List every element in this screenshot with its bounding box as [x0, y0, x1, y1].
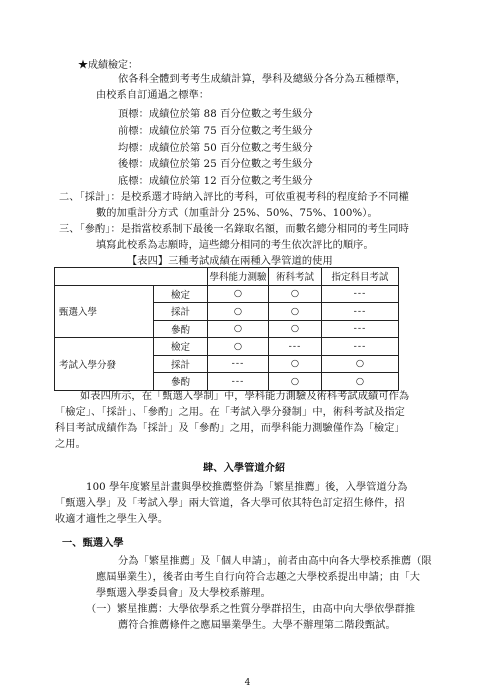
table-header-gsat: 學科能力測驗 [208, 268, 269, 286]
table-cell: ○ [269, 355, 322, 373]
explain-line3: 科目考試成績作為「採計」及「參酌」之用，而學科能力測驗僅作為「檢定」 [55, 423, 405, 434]
table-cell: ○ [269, 320, 322, 338]
row-label: 檢定 [154, 285, 208, 303]
item3-line2: 填寫此校系為志願時，這些總分相同的考生依次評比的順序。 [96, 240, 374, 251]
grade-level-back: 後標：成績位於第 25 百分位數之考生級分 [118, 159, 313, 170]
sub1-line1: 分為「繁星推薦」及「個人申請」，前者由高中向各大學校系推薦（限 [118, 556, 432, 567]
sub1-title: 一、甄選入學 [62, 537, 124, 549]
table-row [55, 338, 399, 356]
table-header-ast: 指定科目考試 [322, 268, 399, 286]
row-label: 採計 [154, 355, 208, 373]
table-cell: ○ [208, 303, 269, 321]
section4-line2: 「甄選入學」及「考試入學」兩大管道，各大學可依其特色訂定招生條件，招 [55, 498, 405, 509]
sub1-item1-line1: （一）繁星推薦：大學依學系之性質分學群招生，由高中向大學依學群推 [86, 604, 416, 615]
group-label-exam: 考試入學分發 [55, 338, 154, 391]
grade-level-bottom: 底標：成績位於第 12 百分位數之考生級分 [118, 176, 313, 187]
table-cell: --- [269, 338, 322, 356]
table-caption: 【表四】三種考試成績在兩種入學管道的使用 [127, 256, 333, 267]
table-cell: --- [322, 285, 399, 303]
explain-line1: 如表四所示，在「甄選入學制」中，學科能力測驗及術科考試成績可作為 [80, 391, 410, 402]
page-number: 4 [244, 678, 251, 688]
grade-intro-line1: 依各科全體到考考生成績計算，學科及總級分各分為五種標準， [118, 74, 407, 85]
table-cell: ○ [322, 373, 399, 391]
section4-line1: 100 學年度繁星計畫與學校推薦整併為「繁星推薦」後，入學管道分為 [86, 482, 408, 493]
table-header-skills: 術科考試 [269, 268, 322, 286]
grade-level-front: 前標：成績位於第 75 百分位數之考生級分 [118, 126, 313, 137]
group-label-selection: 甄選入學 [55, 285, 154, 338]
row-label: 參酌 [154, 320, 208, 338]
item2-line1: 二、「採計」：是校系選才時納入評比的考科，可依重視考科的程度給予不同權 [59, 192, 409, 203]
grade-intro-line2: 由校系自訂通過之標準： [96, 90, 210, 101]
item3-line1: 三、「參酌」：是指當校系制下最後一名錄取名額，而數名總分相同的考生同時 [59, 224, 409, 235]
sub1-item1-line2: 薦符合推薦條件之應屆畢業學生。大學不辦理第二階段甄試。 [118, 620, 396, 631]
table-cell: --- [322, 338, 399, 356]
table-cell: ○ [269, 373, 322, 391]
grade-level-mean: 均標：成績位於第 50 百分位數之考生級分 [118, 143, 313, 154]
table-cell: ○ [322, 355, 399, 373]
table-cell: --- [208, 373, 269, 391]
table-cell: ○ [269, 285, 322, 303]
explain-line2: 「檢定」、「採計」、「參酌」之用。在「考試入學分發制」中，術科考試及指定 [55, 407, 405, 418]
grade-level-top: 頂標：成績位於第 88 百分位數之考生級分 [118, 109, 313, 120]
table-cell: ○ [269, 303, 322, 321]
row-label: 參酌 [154, 373, 208, 391]
item2-line2: 數的加重計分方式（加重計分 25%、50%、75%、100%）。 [96, 208, 378, 219]
grade-heading: ★成績檢定： [78, 60, 138, 71]
row-label: 採計 [154, 303, 208, 321]
table-corner-cell [55, 268, 208, 286]
section4-title: 肆、入學管道介紹 [203, 462, 286, 474]
table-header-row [55, 268, 399, 286]
table-cell: --- [208, 355, 269, 373]
explain-line4: 之用。 [55, 439, 86, 450]
section4-line3: 收適才適性之學生入學。 [55, 514, 169, 525]
sub1-line3: 學甄選入學委員會」及大學校系辦理。 [96, 588, 271, 599]
table-cell: --- [322, 303, 399, 321]
table-cell: ○ [208, 285, 269, 303]
row-label: 檢定 [154, 338, 208, 356]
table-cell: ○ [208, 320, 269, 338]
sub1-line2: 應屆畢業生），後者由考生自行向符合志趣之大學校系提出申請；由「大 [96, 572, 421, 583]
exam-usage-table [54, 267, 399, 391]
table-cell: --- [322, 320, 399, 338]
table-cell: ○ [208, 338, 269, 356]
table-row [55, 285, 399, 303]
